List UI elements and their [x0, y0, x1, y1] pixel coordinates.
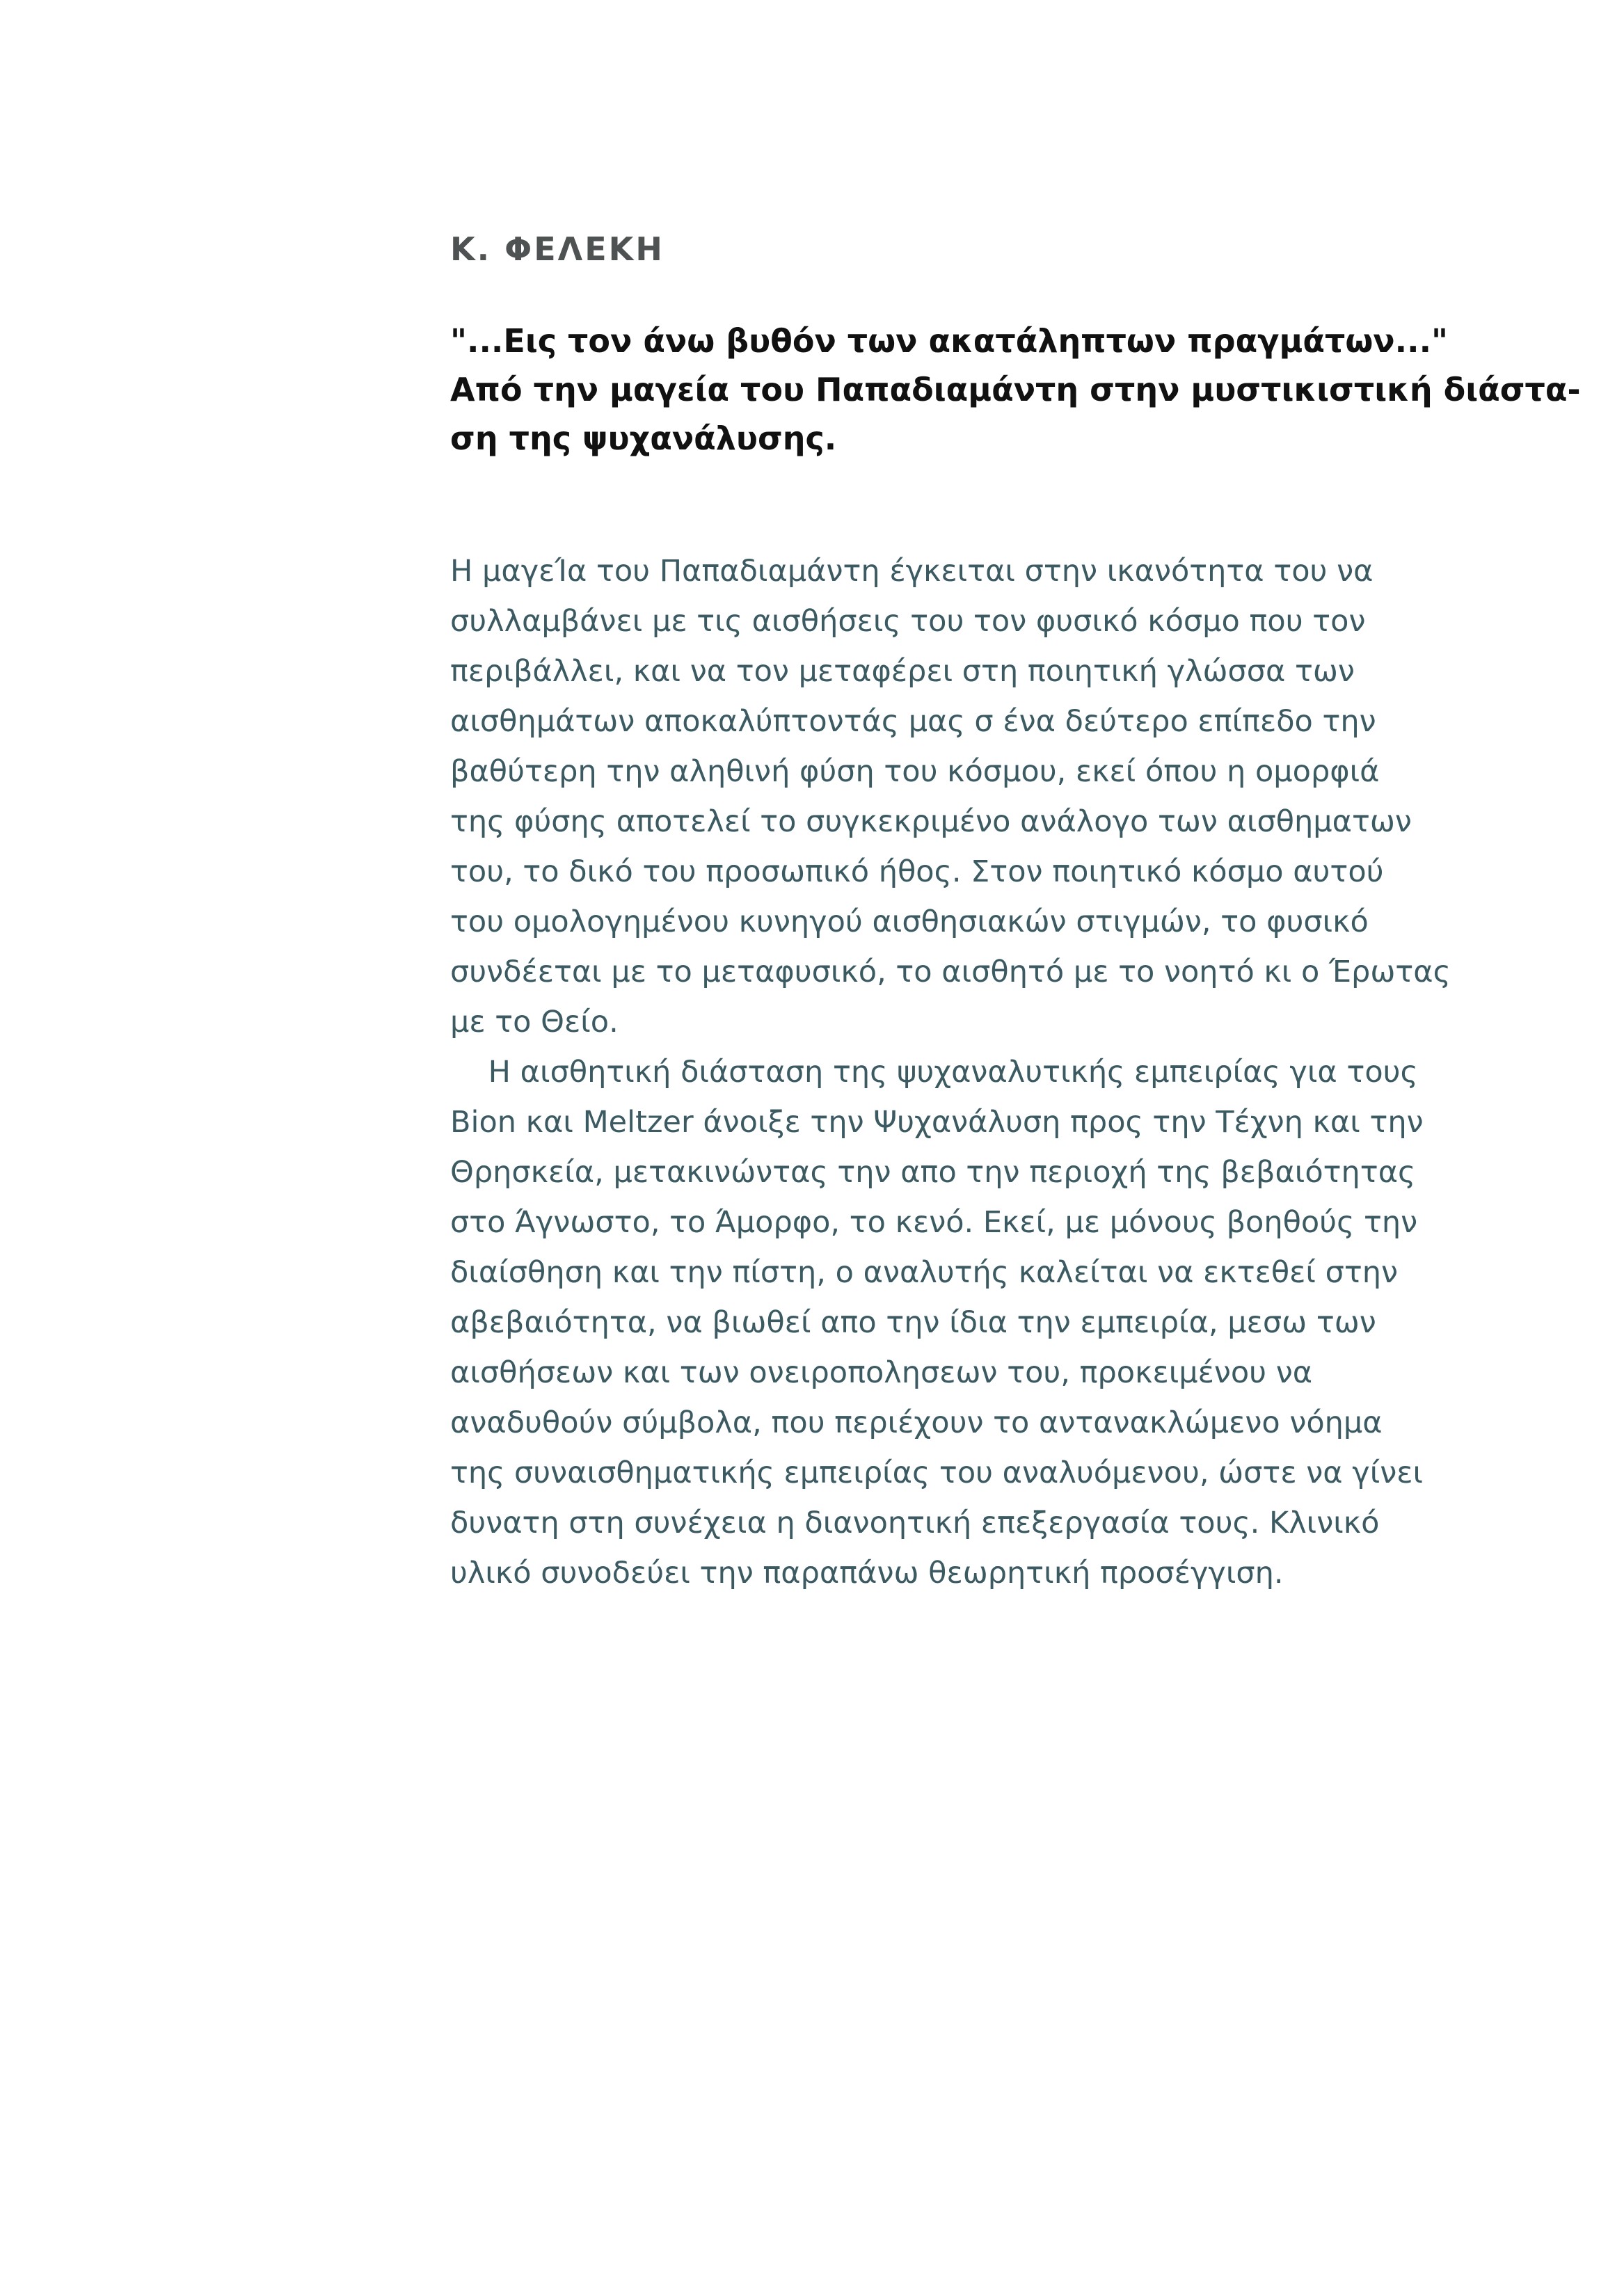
abstract-line: Η μαγεΊα του Παπαδιαμάντη έγκειται στην ικανότητα του να [450, 554, 1374, 589]
title-line: ση της ψυχανάλυσης. [450, 420, 837, 457]
abstract-line: στο Άγνωστο, το Άμορφο, το κενό. Εκεί, με μόνους βοηθούς την [450, 1205, 1418, 1240]
abstract-line: δυνατη στη συνέχεια η διανοητική επεξεργασία τους. Κλινικό [450, 1506, 1380, 1540]
abstract-line: του, το δικό του προσωπικό ήθος. Στον ποιητικό κόσμο αυτού [450, 854, 1384, 889]
author-name: Κ. ΦΕΛΕΚΗ [450, 230, 664, 268]
abstract-line: αβεβαιότητα, να βιωθεί απο την ίδια την εμπειρία, μεσω των [450, 1305, 1376, 1340]
title-line: "...Εις τον άνω βυθόν των ακατάληπτων πραγμάτων..." [450, 322, 1449, 360]
abstract-line: αναδυθούν σύμβολα, που περιέχουν το αντανακλώμενο νόημα [450, 1405, 1383, 1440]
abstract-line: αισθήσεων και των ονειροπολησεων του, προκειμένου να [450, 1355, 1313, 1390]
abstract-line: βαθύτερη την αληθινή φύση του κόσμου, εκεί όπου η ομορφιά [450, 754, 1380, 789]
abstract-line: αισθημάτων αποκαλύπτοντάς μας σ ένα δεύτερο επίπεδο την [450, 704, 1376, 739]
abstract-line: της φύσης αποτελεί το συγκεκριμένο ανάλογο των αισθηματων [450, 804, 1412, 839]
abstract-line: υλικό συνοδεύει την παραπάνω θεωρητική προσέγγιση. [450, 1556, 1284, 1591]
abstract-line: της συναισθηματικής εμπειρίας του αναλυόμενου, ώστε να γίνει [450, 1456, 1424, 1490]
abstract-line: Bion και Meltzer άνοιξε την Ψυχανάλυση προς την Τέχνη και την [450, 1105, 1424, 1140]
abstract-line: του ομολογημένου κυνηγού αισθησιακών στιγμών, το φυσικό [450, 904, 1369, 939]
abstract-line: Η αισθητική διάσταση της ψυχαναλυτικής εμπειρίας για τους [450, 1055, 1418, 1090]
paper-title [450, 317, 1581, 463]
abstract-line: περιβάλλει, και να τον μεταφέρει στη ποιητική γλώσσα των [450, 654, 1355, 689]
abstract-line: συλλαμβάνει με τις αισθήσεις του τον φυσικό κόσμο που τον [450, 604, 1366, 639]
title-line: Από την μαγεία του Παπαδιαμάντη στην μυστικιστική διάστα- [450, 371, 1581, 408]
abstract-line: διαίσθηση και την πίστη, ο αναλυτής καλείται να εκτεθεί στην [450, 1255, 1399, 1290]
abstract-text [450, 546, 1536, 1598]
abstract-line: με το Θείο. [450, 1005, 619, 1039]
abstract-line: συνδέεται με το μεταφυσικό, το αισθητό με το νοητό κι ο Έρωτας [450, 955, 1451, 989]
abstract-line: Θρησκεία, μετακινώντας την απο την περιοχή της βεβαιότητας [450, 1155, 1416, 1190]
